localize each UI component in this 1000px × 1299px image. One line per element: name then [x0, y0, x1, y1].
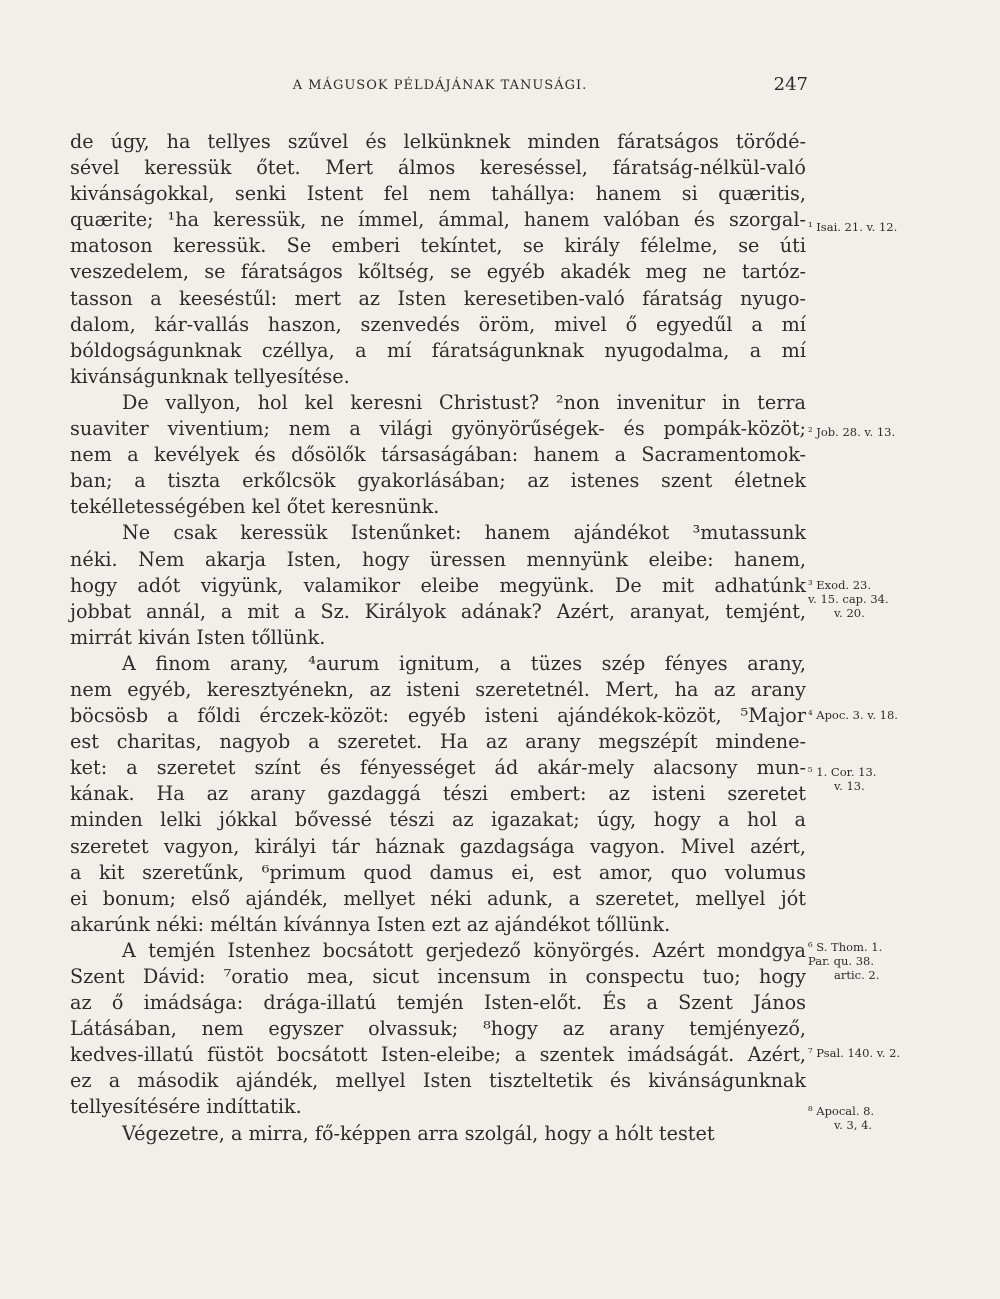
text-line: ez a második ajándék, mellyel Isten tiszteltetik és kivánságunknak	[70, 1069, 806, 1093]
margin-note-line: ⁷ Psal. 140. v. 2.	[808, 1046, 901, 1060]
text-line: Látásában, nem egyszer olvassuk; ⁸hogy az arany temjényező,	[70, 1017, 806, 1041]
margin-note-line: Par. qu. 38.	[808, 954, 874, 968]
page-header	[70, 74, 810, 104]
text-line: tasson a keeséstűl: mert az Isten keresetiben-való fáratság nyugo-	[70, 286, 806, 310]
text-line: kivánságokkal, senki Istent fel nem tahállya: hanem si quæritis,	[70, 182, 806, 206]
text-line: veszedelem, se fáratságos kőltség, se egyéb akadék meg ne tartóz-	[70, 260, 806, 284]
text-line: matoson keressük. Se emberi tekíntet, se király félelme, se úti	[70, 234, 806, 258]
margin-note-line: artic. 2.	[834, 968, 880, 982]
text-line: minden lelki jókkal bővessé tészi az igazakat; úgy, hogy a hol a	[70, 808, 806, 832]
margin-note-line: v. 20.	[834, 606, 865, 620]
running-title: A MÁGUSOK PÉLDÁJÁNAK TANUSÁGI.	[292, 78, 588, 93]
text-line: quærite; ¹ha keressük, ne ímmel, ámmal, hanem valóban és szorgal-	[70, 208, 806, 232]
page-number: 247	[773, 74, 808, 95]
text-line: bóldogságunknak czéllya, a mí fáratságunknak nyugodalma, a mí	[70, 338, 806, 362]
text-line: hogy adót vigyünk, valamikor eleibe megyünk. De mit adhatúnk	[70, 573, 806, 597]
body-text	[70, 129, 806, 1147]
text-line: ket: a szeretet színt és fényességet ád akár-mely alacsony mun-	[70, 756, 806, 780]
text-line: böcsösb a főldi érczek-közöt: egyéb isteni ajándékok-közöt, ⁵Major	[70, 704, 806, 728]
text-line: est charitas, nagyob a szeretet. Ha az arany megszépít mindene-	[70, 730, 806, 754]
text-line: jobbat annál, a mit a Sz. Királyok adának? Azért, aranyat, temjént,	[70, 599, 806, 623]
text-line: kedves-illatú füstöt bocsátott Isten-eleibe; a szentek imádságát. Azért,	[70, 1043, 806, 1067]
text-line: nem a kevélyek és dősölők társaságában: hanem a Sacramentomok-	[70, 443, 806, 467]
margin-note-job	[808, 425, 918, 439]
margin-note-line: ⁶ S. Thom. 1.	[808, 940, 883, 954]
text-line: szeretet vagyon, királyi tár háznak gazdagsága vagyon. Mivel azért,	[70, 834, 806, 858]
text-line: tekélletességében kel őtet keresnünk.	[70, 495, 440, 519]
text-line: A temjén Istenhez bocsátott gerjedező könyörgés. Azért mondgya	[122, 938, 806, 962]
text-line: ban; a tiszta erkőlcsök gyakorlásában; az istenes szent életnek	[70, 469, 806, 493]
text-line: kivánságunknak tellyesítése.	[70, 364, 350, 388]
text-line: nem egyéb, keresztyénekn, az isteni szeretetnél. Mert, ha az arany	[70, 677, 806, 701]
margin-note-line: v. 15. cap. 34.	[808, 592, 889, 606]
text-line: Végezetre, a mirra, fő-képpen arra szolgál, hogy a hólt testet	[122, 1121, 715, 1145]
text-line: akarúnk néki: méltán kívánnya Isten ezt az ajándékot tőllünk.	[70, 912, 671, 936]
text-line: a kit szeretűnk, ⁶primum quod damus ei, est amor, quo volumus	[70, 860, 806, 884]
margin-note-line: v. 3, 4.	[834, 1118, 873, 1132]
text-line: néki. Nem akarja Isten, hogy üressen mennyünk eleibe: hanem,	[70, 547, 806, 571]
text-line: A finom arany, ⁴aurum ignitum, a tüzes szép fényes arany,	[122, 651, 806, 675]
text-line: az ő imádsága: drága-illatú temjén Isten-előt. És a Szent János	[70, 991, 806, 1015]
margin-note-line: ⁸ Apocal. 8.	[808, 1104, 875, 1118]
margin-note-line: ³ Exod. 23.	[808, 578, 872, 592]
margin-note-apoc	[808, 708, 918, 722]
margin-note-line: ⁴ Apoc. 3. v. 18.	[808, 708, 898, 722]
text-line: sével keressük őtet. Mert álmos kereséssel, fáratság-nélkül-való	[70, 156, 806, 180]
text-line: Ne csak keressük Istenűnket: hanem ajándékot ³mutassunk	[122, 521, 806, 545]
text-line: Szent Dávid: ⁷oratio mea, sicut incensum in conspectu tuo; hogy	[70, 965, 806, 988]
margin-note-exod	[808, 578, 918, 620]
margin-note-apocal	[808, 1104, 918, 1132]
margin-note-line: ⁵ 1. Cor. 13.	[808, 765, 877, 779]
text-line: dalom, kár-vallás haszon, szenvedés öröm, mivel ő egyedűl a mí	[70, 312, 806, 336]
text-line: suaviter viventium; nem a világi gyönyörűségek- és pompák-közöt;	[70, 417, 806, 441]
margin-note-line: v. 13.	[834, 779, 865, 793]
text-line: De vallyon, hol kel keresni Christust? ²non invenitur in terra	[122, 390, 806, 414]
margin-note-cor	[808, 765, 918, 793]
margin-note-line: ¹ Isai. 21. v. 12.	[808, 220, 898, 234]
margin-note-isai	[808, 220, 918, 234]
text-line: tellyesítésére indíttatik.	[70, 1095, 302, 1119]
text-line: kának. Ha az arany gazdaggá tészi embert: az isteni szeretet	[70, 782, 806, 806]
text-line: de úgy, ha tellyes szűvel és lelkünknek minden fáratságos törődé-	[70, 130, 806, 153]
text-line: mirrát kiván Isten tőllünk.	[70, 625, 326, 649]
margin-note-line: ² Job. 28. v. 13.	[808, 425, 896, 439]
margin-note-psal	[808, 1046, 918, 1060]
margin-note-thom	[808, 940, 918, 982]
text-line: ei bonum; első ajándék, mellyet néki adunk, a szeretet, mellyel jót	[70, 886, 806, 910]
